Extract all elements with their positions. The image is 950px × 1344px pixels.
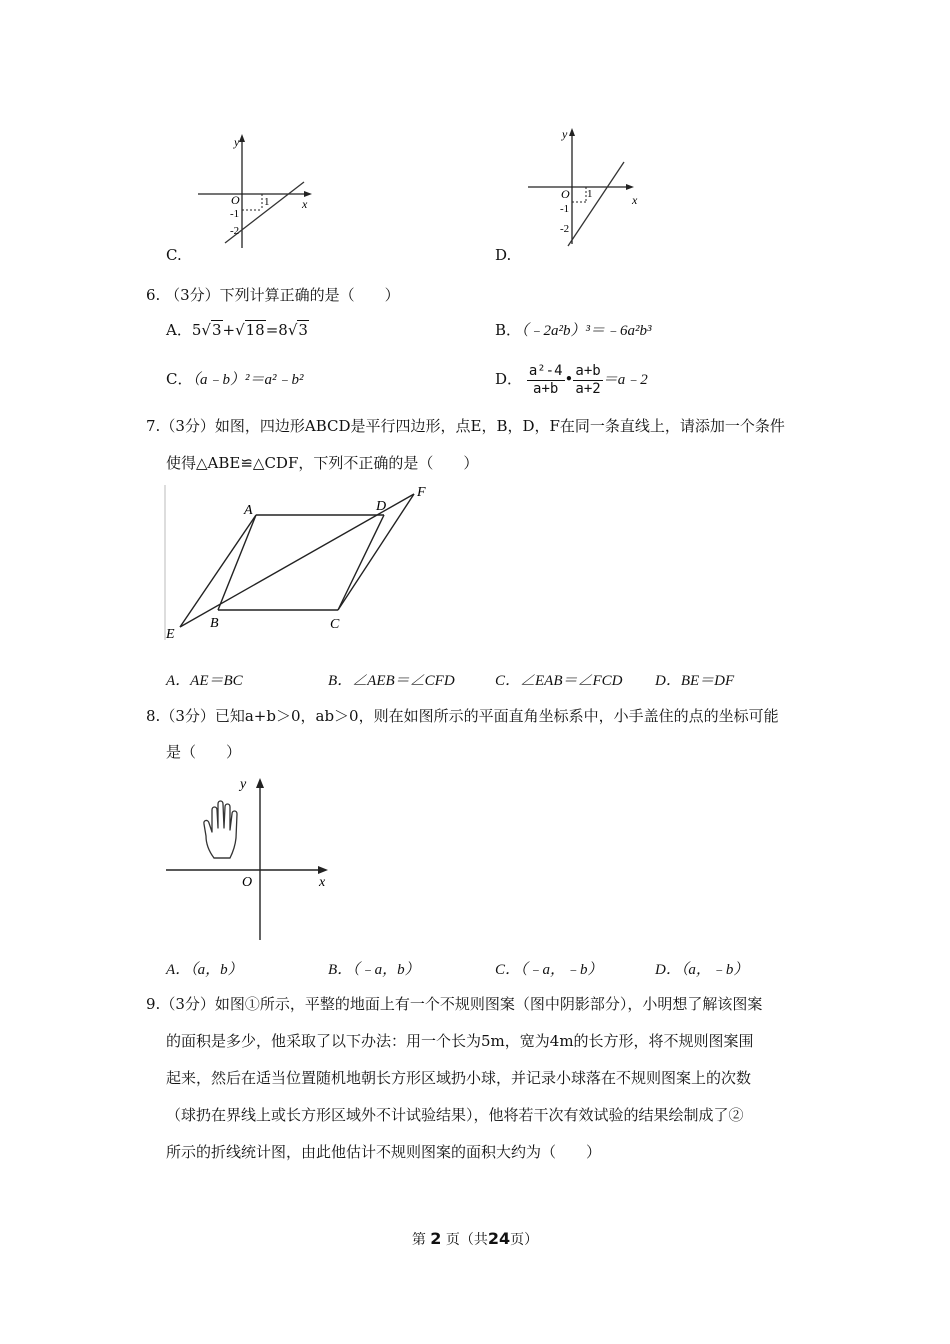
axis-x-label: x — [632, 193, 638, 207]
parallelogram-svg — [160, 480, 440, 645]
numerator: a+b — [575, 362, 601, 379]
q8-option-d — [655, 959, 748, 980]
q9-stem-line1 — [146, 994, 762, 1014]
question-text: （3分）已知a+b＞0，ab＞0，则在如图所示的平面直角坐标系中，小手盖住的点的坐标可能 — [160, 707, 779, 725]
option-label: C． — [166, 370, 193, 388]
option-label: D． — [495, 370, 523, 388]
q8-option-b — [328, 959, 420, 980]
sqrt-sign: √ — [201, 321, 211, 339]
radicand: 3 — [211, 321, 222, 339]
option-text: A．（a，b） — [166, 962, 243, 978]
q7-option-b: B．∠AEB＝∠CFD — [328, 673, 455, 689]
fraction-1 — [527, 363, 565, 398]
origin-label: O — [242, 875, 253, 890]
q8-option-c — [495, 959, 603, 980]
footer-mid: 页（共 — [445, 1232, 488, 1248]
point-d-label: D — [376, 499, 387, 514]
question-text: （3分）如图①所示，平整的地面上有一个不规则图案（图中阴影部分），小明想了解该图案 — [160, 995, 763, 1013]
q7-option-d: D．BE＝DF — [655, 673, 735, 689]
sqrt-sign: √ — [287, 321, 298, 339]
option-label: B． — [495, 321, 522, 339]
option-label: A． — [166, 321, 192, 339]
q9-stem-line3: 起来，然后在适当位置随机地朝长方形区域扔小球，并记录小球落在不规则图案上的次数 — [166, 1069, 752, 1087]
question-number: 6. — [146, 286, 161, 304]
q6-stem — [146, 285, 400, 305]
q7-stem-line2: 使得△ABE≌△CDF，下列不正确的是（ ） — [166, 454, 479, 472]
graph-d-svg — [520, 122, 650, 252]
point-b-label: B — [210, 616, 219, 631]
q8-option-a — [166, 959, 243, 980]
option-text: （a﹣b）²＝a²﹣b² — [192, 372, 304, 388]
axis-x-label: x — [319, 875, 326, 890]
tick-neg1: -1 — [230, 208, 240, 220]
point-c-label: C — [330, 617, 340, 632]
dot: • — [564, 370, 574, 388]
q6-option-c — [166, 369, 303, 390]
coordinate-svg — [162, 770, 337, 945]
q9-stem-line4: （球扔在界线上或长方形区域外不计试验结果），他将若干次有效试验的结果绘制成了② — [166, 1106, 744, 1124]
axis-y-label: y — [562, 127, 568, 141]
question-text: （3分）下列计算正确的是（ ） — [165, 286, 400, 304]
tick-neg2: -2 — [230, 225, 240, 237]
axis-y-label: y — [234, 135, 240, 149]
q8-stem-line1 — [146, 706, 779, 726]
hand-icon — [204, 801, 237, 858]
q9-stem-line5: 所示的折线统计图，由此他估计不规则图案的面积大约为（ ） — [166, 1143, 602, 1161]
q9-stem-line2: 的面积是多少，他采取了以下办法：用一个长为5m，宽为4m的长方形，将不规则图案围 — [166, 1032, 754, 1050]
q7-stem-line1 — [146, 416, 785, 436]
q6-option-b — [495, 320, 652, 341]
axis-y-label: y — [240, 777, 247, 792]
option-d-label: D. — [495, 246, 512, 264]
question-text: （3分）如图，四边形ABCD是平行四边形，点E，B，D，F在同一条直线上，请添加一个条件 — [160, 417, 785, 435]
denominator: a+b — [533, 380, 559, 397]
q6-option-d — [495, 359, 648, 400]
option-text: ＝a﹣2 — [602, 372, 648, 388]
graph-d — [520, 122, 650, 252]
question-number: 8. — [146, 707, 161, 725]
footer-prefix: 第 — [411, 1232, 426, 1248]
total-pages: 24 — [487, 1229, 511, 1248]
point-e-label: E — [166, 627, 175, 642]
option-text: D．（a，﹣b） — [655, 962, 749, 978]
origin-label: O — [561, 187, 570, 201]
footer-suffix: 页） — [510, 1232, 539, 1248]
page-number: 2 — [430, 1229, 442, 1248]
option-text: C．（﹣a，﹣b） — [495, 962, 603, 978]
fraction-2 — [573, 363, 602, 398]
tick-1: 1 — [264, 196, 270, 208]
radicand: 3 — [298, 321, 308, 339]
q7-option-a: A．AE＝BC — [166, 673, 243, 689]
question-number: 7. — [146, 417, 161, 435]
option-text: （﹣2a²b）³＝﹣6a²b³ — [521, 323, 652, 339]
tick-neg1: -1 — [560, 203, 570, 215]
q8-stem-line2: 是（ ） — [166, 743, 242, 761]
q6-option-a — [166, 320, 309, 340]
option-text: B．（﹣a，b） — [328, 962, 420, 978]
origin-label: O — [231, 193, 240, 207]
page-footer — [0, 1229, 950, 1249]
option-c-label: C. — [166, 246, 182, 264]
axis-x-label: x — [302, 197, 308, 211]
q7-option-c: C．∠EAB＝∠FCD — [495, 673, 623, 689]
radicand: 18 — [245, 321, 265, 339]
sqrt-sign: √ — [235, 321, 245, 339]
graph-c-svg — [190, 128, 320, 253]
numerator: a²-4 — [528, 362, 563, 379]
point-a-label: A — [244, 503, 253, 518]
parallelogram-figure — [160, 480, 440, 645]
equals-coef: =8 — [265, 321, 288, 339]
plus: + — [222, 321, 236, 339]
denominator: a+2 — [575, 380, 601, 397]
point-f-label: F — [417, 485, 426, 500]
coordinate-figure — [162, 770, 337, 945]
coef: 5 — [191, 321, 202, 339]
graph-c — [190, 128, 320, 253]
tick-neg2: -2 — [560, 223, 570, 235]
question-number: 9. — [146, 995, 161, 1013]
tick-1: 1 — [587, 188, 593, 200]
